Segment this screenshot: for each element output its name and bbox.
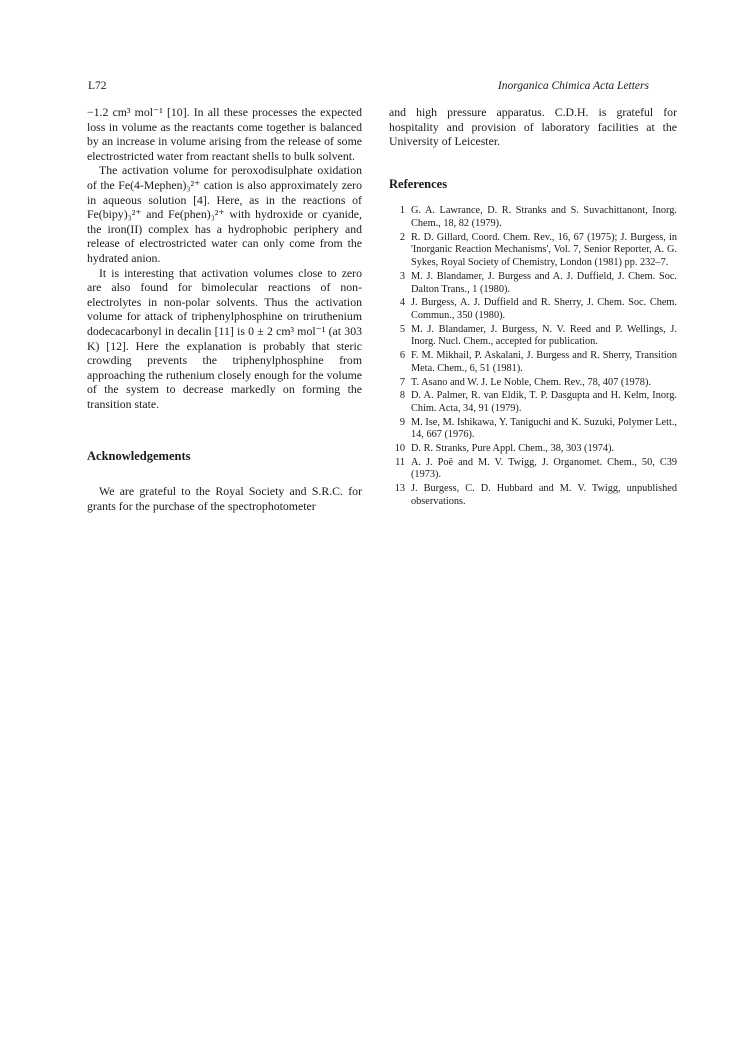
reference-item: [389, 350, 677, 375]
acknowledgements-text: We are grateful to the Royal Society and S.R.C. for grants for the purchase of the spectrophotometer: [87, 484, 362, 513]
paragraph-1: −1.2 cm³ mol⁻¹ [10]. In all these processes the expected loss in volume as the reactants come together is balanced by an increase in volume arising from the release of some electrostricted water from reactant shells to bulk solvent.: [87, 105, 362, 163]
reference-item: [389, 271, 677, 296]
journal-title: Inorganica Chimica Acta Letters: [497, 80, 649, 92]
reference-number: 8: [399, 390, 405, 402]
reference-text: D. A. Palmer, R. van Eldik, T. P. Dasgupta and H. Kelm, Inorg. Chim. Acta, 34, 91 (1979).: [411, 390, 677, 414]
reference-number: 6: [399, 350, 405, 362]
reference-text: J. Burgess, C. D. Hubbard and M. V. Twigg, unpublished observations.: [411, 483, 677, 507]
reference-text: M. J. Blandamer, J. Burgess and A. J. Duffield, J. Chem. Soc. Dalton Trans., 1 (1980).: [411, 270, 677, 295]
reference-text: A. J. Poë and M. V. Twigg, J. Organomet. Chem., 50, C39 (1973).: [411, 456, 677, 481]
reference-text: G. A. Lawrance, D. R. Stranks and S. Suvachittanont, Inorg. Chem., 18, 82 (1979).: [411, 205, 677, 230]
reference-item: [389, 232, 677, 270]
paragraph-3: It is interesting that activation volumes close to zero are also found for bimolecular reactions of non-electrolytes in non-polar solvents. Thus the activation volume for attack of triphenylphosphine on triruthenium dodecacarbonyl in decalin [11] is 0 ± 2 cm³ mol⁻¹ (at 303 K) [12]. Here the explanation is probably that steric crowding prevents the triphenylphosphine from approaching the ruthenium closely enough for the volume of the system to decrease markedly on forming the transition state.: [87, 265, 362, 411]
reference-number: 11: [395, 456, 405, 468]
reference-item: [389, 483, 677, 508]
reference-number: 13: [394, 483, 405, 495]
reference-item: [389, 377, 677, 390]
reference-text: T. Asano and W. J. Le Noble, Chem. Rev., 78, 407 (1978).: [411, 376, 651, 388]
acknowledgements-heading: Acknowledgements: [87, 449, 191, 464]
reference-item: [389, 324, 677, 349]
reference-number: 1: [399, 205, 405, 217]
page-number: L72: [88, 80, 107, 92]
reference-text: F. M. Mikhail, P. Askalani, J. Burgess and R. Sherry, Transition Meta. Chem., 6, 51 (1981).: [411, 350, 677, 374]
reference-number: 7: [399, 376, 405, 388]
reference-number: 9: [399, 416, 405, 428]
reference-item: [389, 417, 677, 442]
reference-item: [389, 390, 677, 415]
reference-number: 2: [399, 231, 405, 243]
reference-number: 4: [399, 297, 405, 309]
reference-number: 3: [399, 270, 405, 282]
reference-item: [389, 205, 677, 230]
reference-number: 5: [399, 323, 405, 335]
reference-number: 10: [394, 443, 405, 455]
reference-item: [389, 443, 677, 456]
right-column: [389, 105, 677, 510]
reference-text: J. Burgess, A. J. Duffield and R. Sherry, J. Chem. Soc. Chem. Commun., 350 (1980).: [411, 297, 677, 321]
reference-text: M. J. Blandamer, J. Burgess, N. V. Reed and P. Wellings, J. Inorg. Nucl. Chem., accepted for publication.: [411, 323, 677, 348]
reference-item: [389, 457, 677, 482]
reference-item: [389, 297, 677, 322]
references-list: [389, 205, 677, 508]
left-column: [87, 105, 362, 513]
acknowledgements-continued: and high pressure apparatus. C.D.H. is grateful for hospitality and provision of laboratory facilities at the University of Leicester.: [389, 105, 677, 149]
reference-text: D. R. Stranks, Pure Appl. Chem., 38, 303 (1974).: [411, 443, 615, 455]
references-heading: References: [389, 176, 448, 191]
reference-text: R. D. Gillard, Coord. Chem. Rev., 16, 67 (1975); J. Burgess, in 'Inorganic Reaction Mechanisms', Vol. 7, Senior Reporter, A. G. Sykes, Royal Society of Chemistry, London (1981) pp. 232–7.: [411, 231, 677, 269]
reference-text: M. Ise, M. Ishikawa, Y. Taniguchi and K. Suzuki, Polymer Lett., 14, 667 (1976).: [411, 416, 677, 441]
paragraph-2: The activation volume for peroxodisulphate oxidation of the Fe(4-Mephen)₃²⁺ cation is also approximately zero in aqueous solution [4]. Here, as in the reactions of Fe(bipy)₃²⁺ and Fe(phen)₃²⁺ with hydroxide or cyanide, the iron(II) complex has a hydrophobic periphery and release of electrostricted water can only come from the hydrated anion.: [87, 163, 362, 265]
